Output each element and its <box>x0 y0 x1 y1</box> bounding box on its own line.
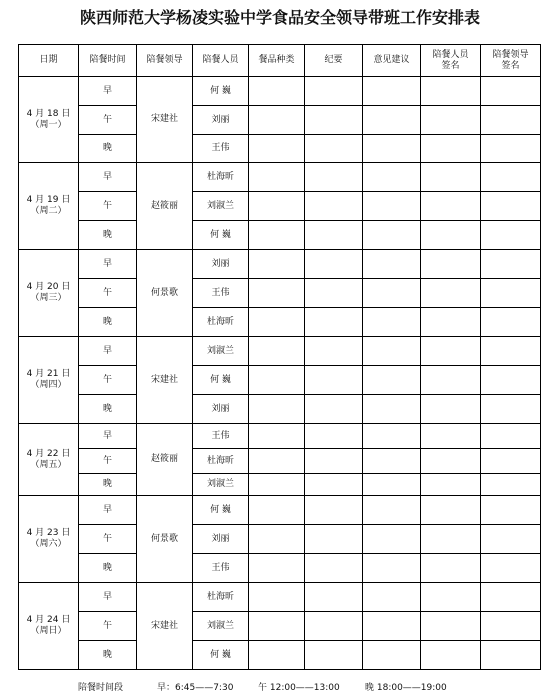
meal-time-cell: 午 <box>79 366 137 395</box>
leader-signature-cell[interactable] <box>481 496 541 525</box>
meal-time-cell: 午 <box>79 279 137 308</box>
staff-cell: 何 巍 <box>193 496 249 525</box>
table-row <box>19 221 541 250</box>
meal-time-cell: 早 <box>79 424 137 449</box>
table-row <box>19 366 541 395</box>
staff-cell: 刘淑兰 <box>193 474 249 496</box>
leader-signature-cell[interactable] <box>481 554 541 583</box>
table-row <box>19 525 541 554</box>
staff-signature-cell[interactable] <box>421 192 481 221</box>
minutes-cell[interactable] <box>305 496 363 525</box>
staff-signature-cell[interactable] <box>421 77 481 106</box>
table-row <box>19 612 541 641</box>
dish-type-cell[interactable] <box>249 279 305 308</box>
staff-cell: 刘丽 <box>193 395 249 424</box>
minutes-cell[interactable] <box>305 474 363 496</box>
staff-cell: 刘淑兰 <box>193 337 249 366</box>
footer-breakfast: 早：6:45——7:30 <box>157 683 234 693</box>
date-cell: 4 月 19 日 （周二） <box>19 163 79 250</box>
meal-time-footer <box>0 677 560 697</box>
minutes-cell[interactable] <box>305 395 363 424</box>
meal-time-cell: 早 <box>79 496 137 525</box>
table-row <box>19 424 541 449</box>
minutes-cell[interactable] <box>305 449 363 474</box>
staff-signature-cell[interactable] <box>421 525 481 554</box>
minutes-cell[interactable] <box>305 106 363 135</box>
staff-signature-cell[interactable] <box>421 583 481 612</box>
meal-time-cell: 午 <box>79 525 137 554</box>
staff-cell: 王伟 <box>193 135 249 163</box>
meal-time-cell: 晚 <box>79 221 137 250</box>
duty-schedule-table <box>18 44 541 670</box>
header-date: 日期 <box>19 45 79 77</box>
meal-time-cell: 晚 <box>79 554 137 583</box>
suggestions-cell[interactable] <box>363 449 421 474</box>
dish-type-cell[interactable] <box>249 424 305 449</box>
table-row <box>19 583 541 612</box>
suggestions-cell[interactable] <box>363 612 421 641</box>
staff-cell: 何 巍 <box>193 641 249 670</box>
suggestions-cell[interactable] <box>363 308 421 337</box>
staff-signature-cell[interactable] <box>421 612 481 641</box>
staff-signature-cell[interactable] <box>421 474 481 496</box>
minutes-cell[interactable] <box>305 337 363 366</box>
table-row <box>19 250 541 279</box>
staff-cell: 刘丽 <box>193 250 249 279</box>
staff-signature-cell[interactable] <box>421 449 481 474</box>
suggestions-cell[interactable] <box>363 366 421 395</box>
staff-cell: 刘淑兰 <box>193 612 249 641</box>
staff-signature-cell[interactable] <box>421 496 481 525</box>
suggestions-cell[interactable] <box>363 163 421 192</box>
table-row <box>19 279 541 308</box>
meal-time-cell: 晚 <box>79 395 137 424</box>
minutes-cell[interactable] <box>305 221 363 250</box>
date-cell: 4 月 18 日 （周一） <box>19 77 79 163</box>
dish-type-cell[interactable] <box>249 612 305 641</box>
staff-cell: 刘丽 <box>193 525 249 554</box>
dish-type-cell[interactable] <box>249 641 305 670</box>
leader-cell: 宋建社 <box>137 583 193 670</box>
staff-signature-cell[interactable] <box>421 163 481 192</box>
suggestions-cell[interactable] <box>363 641 421 670</box>
date-cell: 4 月 21 日 （周四） <box>19 337 79 424</box>
dish-type-cell[interactable] <box>249 554 305 583</box>
meal-time-cell: 早 <box>79 77 137 106</box>
leader-cell: 何景歌 <box>137 250 193 337</box>
leader-signature-cell[interactable] <box>481 337 541 366</box>
table-row <box>19 641 541 670</box>
meal-time-cell: 早 <box>79 583 137 612</box>
staff-cell: 刘淑兰 <box>193 192 249 221</box>
minutes-cell[interactable] <box>305 250 363 279</box>
suggestions-cell[interactable] <box>363 279 421 308</box>
table-row <box>19 192 541 221</box>
minutes-cell[interactable] <box>305 641 363 670</box>
staff-signature-cell[interactable] <box>421 221 481 250</box>
footer-lunch: 午 12:00——13:00 <box>258 683 340 693</box>
leader-signature-cell[interactable] <box>481 641 541 670</box>
leader-signature-cell[interactable] <box>481 106 541 135</box>
table-row <box>19 554 541 583</box>
staff-signature-cell[interactable] <box>421 308 481 337</box>
leader-cell: 赵筱丽 <box>137 424 193 496</box>
suggestions-cell[interactable] <box>363 250 421 279</box>
dish-type-cell[interactable] <box>249 337 305 366</box>
meal-time-cell: 午 <box>79 192 137 221</box>
dish-type-cell[interactable] <box>249 366 305 395</box>
leader-cell: 宋建社 <box>137 337 193 424</box>
header-dish-type: 餐品种类 <box>249 45 305 77</box>
date-cell: 4 月 23 日 （周六） <box>19 496 79 583</box>
staff-cell: 何 巍 <box>193 77 249 106</box>
staff-signature-cell[interactable] <box>421 106 481 135</box>
suggestions-cell[interactable] <box>363 337 421 366</box>
suggestions-cell[interactable] <box>363 525 421 554</box>
meal-time-cell: 晚 <box>79 641 137 670</box>
dish-type-cell[interactable] <box>249 583 305 612</box>
leader-signature-cell[interactable] <box>481 192 541 221</box>
header-staff: 陪餐人员 <box>193 45 249 77</box>
minutes-cell[interactable] <box>305 279 363 308</box>
leader-signature-cell[interactable] <box>481 474 541 496</box>
table-row <box>19 135 541 163</box>
leader-signature-cell[interactable] <box>481 308 541 337</box>
minutes-cell[interactable] <box>305 192 363 221</box>
leader-signature-cell[interactable] <box>481 449 541 474</box>
meal-time-cell: 早 <box>79 250 137 279</box>
dish-type-cell[interactable] <box>249 135 305 163</box>
minutes-cell[interactable] <box>305 308 363 337</box>
document-title: 陕西师范大学杨凌实验中学食品安全领导带班工作安排表 <box>79 8 480 27</box>
header-leader: 陪餐领导 <box>137 45 193 77</box>
header-minutes: 纪要 <box>305 45 363 77</box>
suggestions-cell[interactable] <box>363 424 421 449</box>
staff-cell: 王伟 <box>193 279 249 308</box>
minutes-cell[interactable] <box>305 612 363 641</box>
staff-cell: 杜海昕 <box>193 449 249 474</box>
leader-cell: 何景歌 <box>137 496 193 583</box>
staff-cell: 何 巍 <box>193 221 249 250</box>
table-row <box>19 496 541 525</box>
staff-cell: 杜海昕 <box>193 583 249 612</box>
dish-type-cell[interactable] <box>249 250 305 279</box>
header-staff-signature: 陪餐人员 签名 <box>421 45 481 77</box>
staff-cell: 刘丽 <box>193 106 249 135</box>
dish-type-cell[interactable] <box>249 496 305 525</box>
dish-type-cell[interactable] <box>249 163 305 192</box>
table-row <box>19 163 541 192</box>
table-row <box>19 77 541 106</box>
leader-cell: 宋建社 <box>137 77 193 163</box>
suggestions-cell[interactable] <box>363 583 421 612</box>
table-row <box>19 106 541 135</box>
table-row <box>19 449 541 474</box>
date-cell: 4 月 22 日 （周五） <box>19 424 79 496</box>
meal-time-cell: 晚 <box>79 474 137 496</box>
dish-type-cell[interactable] <box>249 449 305 474</box>
staff-cell: 王伟 <box>193 424 249 449</box>
suggestions-cell[interactable] <box>363 106 421 135</box>
meal-time-cell: 午 <box>79 449 137 474</box>
meal-time-cell: 晚 <box>79 135 137 163</box>
leader-signature-cell[interactable] <box>481 163 541 192</box>
header-meal-time: 陪餐时间 <box>79 45 137 77</box>
staff-cell: 何 巍 <box>193 366 249 395</box>
staff-signature-cell[interactable] <box>421 554 481 583</box>
minutes-cell[interactable] <box>305 583 363 612</box>
leader-signature-cell[interactable] <box>481 395 541 424</box>
minutes-cell[interactable] <box>305 163 363 192</box>
table-row <box>19 395 541 424</box>
staff-cell: 杜海昕 <box>193 163 249 192</box>
minutes-cell[interactable] <box>305 366 363 395</box>
staff-signature-cell[interactable] <box>421 279 481 308</box>
staff-cell: 杜海昕 <box>193 308 249 337</box>
staff-signature-cell[interactable] <box>421 366 481 395</box>
leader-signature-cell[interactable] <box>481 612 541 641</box>
dish-type-cell[interactable] <box>249 308 305 337</box>
suggestions-cell[interactable] <box>363 192 421 221</box>
dish-type-cell[interactable] <box>249 106 305 135</box>
header-leader-signature: 陪餐领导 签名 <box>481 45 541 77</box>
dish-type-cell[interactable] <box>249 192 305 221</box>
suggestions-cell[interactable] <box>363 221 421 250</box>
minutes-cell[interactable] <box>305 525 363 554</box>
footer-label: 陪餐时间段 <box>78 683 124 693</box>
dish-type-cell[interactable] <box>249 395 305 424</box>
meal-time-cell: 午 <box>79 612 137 641</box>
suggestions-cell[interactable] <box>363 135 421 163</box>
dish-type-cell[interactable] <box>249 221 305 250</box>
meal-time-cell: 午 <box>79 106 137 135</box>
leader-signature-cell[interactable] <box>481 77 541 106</box>
date-cell: 4 月 20 日 （周三） <box>19 250 79 337</box>
minutes-cell[interactable] <box>305 77 363 106</box>
staff-signature-cell[interactable] <box>421 250 481 279</box>
leader-cell: 赵筱丽 <box>137 163 193 250</box>
leader-signature-cell[interactable] <box>481 583 541 612</box>
dish-type-cell[interactable] <box>249 525 305 554</box>
staff-signature-cell[interactable] <box>421 424 481 449</box>
suggestions-cell[interactable] <box>363 77 421 106</box>
leader-signature-cell[interactable] <box>481 366 541 395</box>
leader-signature-cell[interactable] <box>481 525 541 554</box>
leader-signature-cell[interactable] <box>481 279 541 308</box>
suggestions-cell[interactable] <box>363 554 421 583</box>
table-row <box>19 337 541 366</box>
table-row <box>19 474 541 496</box>
staff-cell: 王伟 <box>193 554 249 583</box>
suggestions-cell[interactable] <box>363 496 421 525</box>
meal-time-cell: 早 <box>79 163 137 192</box>
staff-signature-cell[interactable] <box>421 641 481 670</box>
meal-time-cell: 晚 <box>79 308 137 337</box>
meal-time-cell: 早 <box>79 337 137 366</box>
footer-dinner: 晚 18:00——19:00 <box>365 683 447 693</box>
minutes-cell[interactable] <box>305 554 363 583</box>
suggestions-cell[interactable] <box>363 395 421 424</box>
leader-signature-cell[interactable] <box>481 221 541 250</box>
date-cell: 4 月 24 日 （周日） <box>19 583 79 670</box>
staff-signature-cell[interactable] <box>421 337 481 366</box>
dish-type-cell[interactable] <box>249 77 305 106</box>
leader-signature-cell[interactable] <box>481 424 541 449</box>
staff-signature-cell[interactable] <box>421 135 481 163</box>
minutes-cell[interactable] <box>305 135 363 163</box>
table-row <box>19 308 541 337</box>
header-row <box>19 45 541 77</box>
minutes-cell[interactable] <box>305 424 363 449</box>
dish-type-cell[interactable] <box>249 474 305 496</box>
suggestions-cell[interactable] <box>363 474 421 496</box>
leader-signature-cell[interactable] <box>481 250 541 279</box>
leader-signature-cell[interactable] <box>481 135 541 163</box>
staff-signature-cell[interactable] <box>421 395 481 424</box>
header-suggestions: 意见建议 <box>363 45 421 77</box>
